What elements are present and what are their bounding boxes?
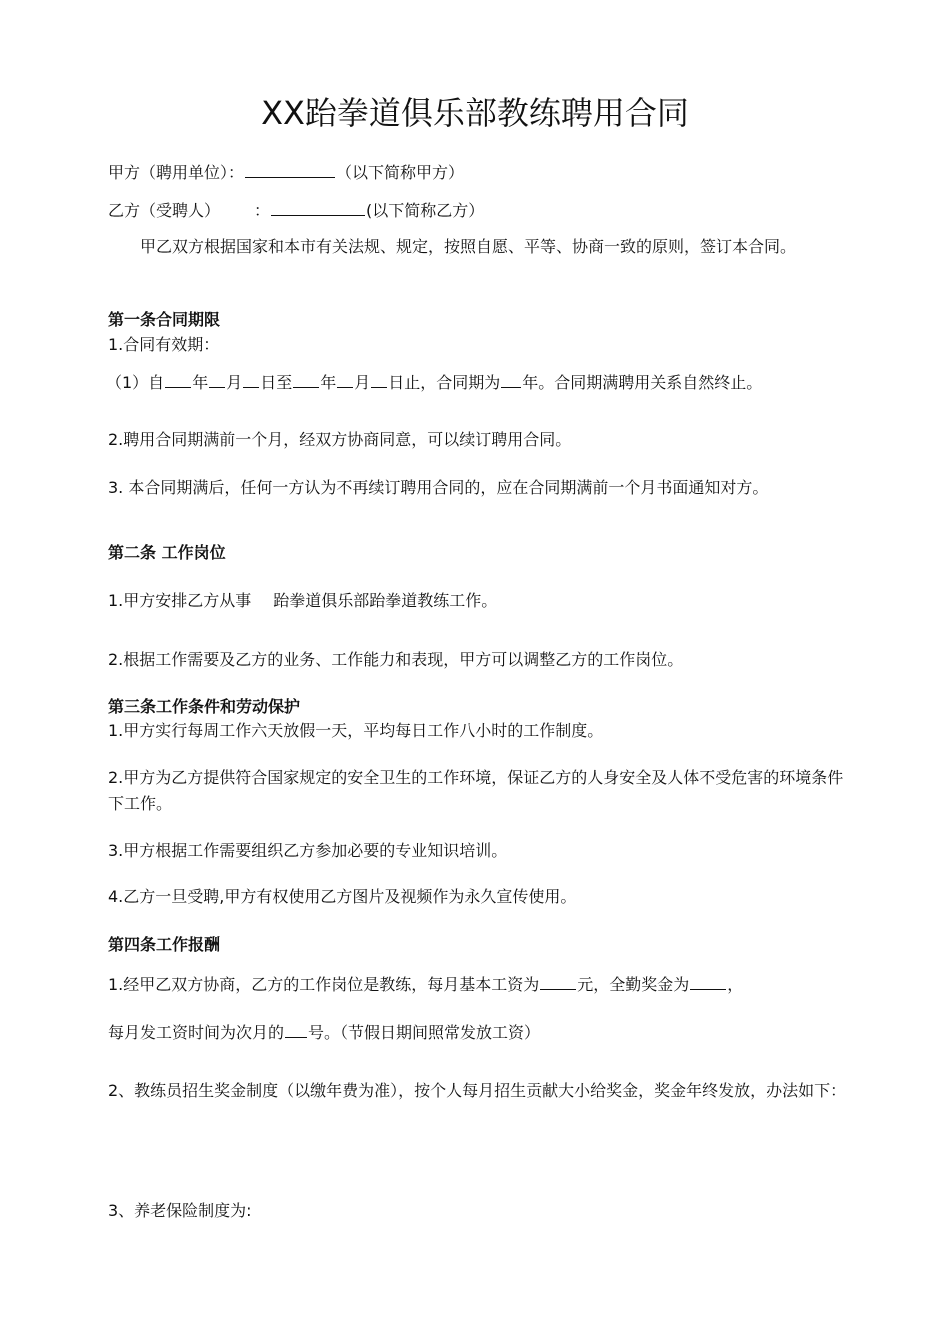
term-text-end: 年。合同期满聘用关系自然终止。 <box>522 373 763 392</box>
term-years-blank <box>501 369 521 388</box>
party-b-suffix: (以下简称乙方） <box>366 201 485 220</box>
term-text-day-to: 日至 <box>260 373 293 392</box>
article1-item1a <box>106 369 846 396</box>
preamble: 甲乙双方根据国家和本市有关法规、规定，按照自愿、平等、协商一致的原则，签订本合同。 <box>140 237 797 256</box>
article2-item2: 2.根据工作需要及乙方的业务、工作能力和表现，甲方可以调整乙方的工作岗位。 <box>108 650 684 669</box>
page-title: XX跆拳道俱乐部教练聘用合同 <box>261 94 689 132</box>
party-a-suffix: （以下简称甲方） <box>336 163 465 182</box>
term-text-month: 月 <box>226 373 243 392</box>
party-b-line <box>108 197 848 224</box>
end-month-blank <box>337 369 353 388</box>
end-day-blank <box>371 369 387 388</box>
party-b-colon: ： <box>254 201 271 220</box>
party-a-label: 甲方（聘用单位）： <box>108 163 245 182</box>
party-b-label: 乙方（受聘人） <box>108 201 221 220</box>
article2-item1-text-a: 1.甲方安排乙方从事 <box>108 591 252 610</box>
start-day-blank <box>243 369 259 388</box>
article1-item3: 3. 本合同期满后，任何一方认为不再续订聘用合同的，应在合同期满前一个月书面通知对方。 <box>108 478 769 497</box>
article2-item1 <box>108 588 848 614</box>
article1-heading: 第一条合同期限 <box>108 310 221 329</box>
article4-heading: 第四条工作报酬 <box>108 935 221 954</box>
payday-text: 每月发工资时间为次月的 <box>108 1023 285 1042</box>
start-year-blank <box>165 369 191 388</box>
article4-item1b <box>108 1019 848 1046</box>
term-text-period: 日止，合同期为 <box>388 373 501 392</box>
salary-comma: ， <box>727 975 744 994</box>
article3-heading: 第三条工作条件和劳动保护 <box>108 697 301 716</box>
base-salary-blank <box>540 971 576 990</box>
term-text-month2: 月 <box>354 373 371 392</box>
salary-text: 1.经甲乙双方协商，乙方的工作岗位是教练，每月基本工资为 <box>108 975 540 994</box>
article1-item1: 1.合同有效期： <box>108 335 220 354</box>
article3-item3: 3.甲方根据工作需要组织乙方参加必要的专业知识培训。 <box>108 841 508 860</box>
article2-heading: 第二条 工作岗位 <box>108 543 226 562</box>
term-text-year2: 年 <box>320 373 337 392</box>
term-text-year: 年 <box>192 373 209 392</box>
attendance-bonus-blank <box>690 971 726 990</box>
article1-item2: 2.聘用合同期满前一个月，经双方协商同意，可以续订聘用合同。 <box>108 430 572 449</box>
article4-item2: 2、教练员招生奖金制度（以缴年费为准），按个人每月招生贡献大小给奖金，奖金年终发放，办法如下： <box>108 1081 847 1100</box>
article2-item1-text-b: 跆拳道俱乐部跆拳道教练工作。 <box>273 591 498 610</box>
article3-item2: 2.甲方为乙方提供符合国家规定的安全卫生的工作环境，保证乙方的人身安全及人体不受危害的环境条件下工作。 <box>108 768 844 813</box>
party-b-blank <box>271 197 365 216</box>
party-a-line <box>108 159 848 186</box>
article4-item1 <box>108 971 848 998</box>
start-month-blank <box>209 369 225 388</box>
end-year-blank <box>293 369 319 388</box>
payday-text-end: 号。（节假日期间照常发放工资） <box>308 1023 541 1042</box>
article3-item1: 1.甲方实行每周工作六天放假一天，平均每日工作八小时的工作制度。 <box>108 721 604 740</box>
article3-item4: 4.乙方一旦受聘,甲方有权使用乙方图片及视频作为永久宣传使用。 <box>108 887 577 906</box>
party-a-blank <box>245 159 335 178</box>
bonus-text: 元，全勤奖金为 <box>577 975 690 994</box>
payday-blank <box>285 1019 307 1038</box>
term-text-from: （1）自 <box>106 373 165 392</box>
article4-item3: 3、养老保险制度为: <box>108 1201 252 1220</box>
